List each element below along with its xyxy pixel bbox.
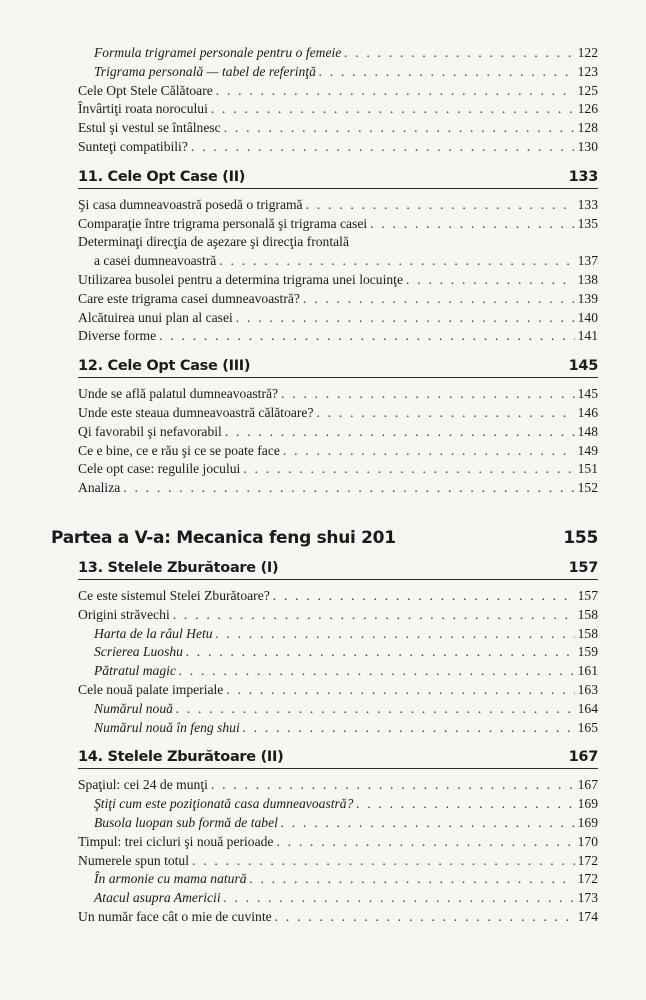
toc-entry: [78, 82, 598, 101]
entry-title: Ce e bine, ce e rău şi ce se poate face: [78, 442, 280, 458]
chapter-page: 157: [568, 559, 598, 576]
chapter-page: 133: [568, 168, 598, 185]
toc-entry: [78, 643, 598, 662]
entry-title: Determinaţi direcţia de aşezare şi direcţia frontală: [78, 234, 349, 250]
part-title: Partea a V-a: Mecanica feng shui 201: [51, 527, 396, 548]
leader-dots: [275, 908, 575, 927]
leader-dots: [273, 587, 575, 606]
toc-entry: [78, 423, 598, 442]
entry-page: 145: [577, 386, 598, 402]
table-of-contents: [51, 44, 598, 927]
toc-entry: [78, 44, 598, 63]
toc-section: [78, 169, 598, 346]
entry-title: Cele nouă palate imperiale: [78, 681, 224, 697]
entry-page: 148: [577, 423, 598, 439]
entry-title: Timpul: trei cicluri şi nouă perioade: [78, 833, 274, 849]
entry-title: Învârtiţi roata norocului: [78, 101, 208, 117]
entry-page: 158: [577, 625, 598, 641]
leader-dots: [186, 643, 575, 662]
entry-page: 165: [577, 719, 598, 735]
toc-entry: [78, 681, 598, 700]
entry-title: Formula trigramei personale pentru o femeie: [94, 45, 342, 60]
chapter-title: 13. Stelele Zburătoare (I): [78, 559, 279, 576]
entry-title: Şi casa dumneavoastră posedă o trigramă: [78, 196, 303, 212]
entry-title: Origini străvechi: [78, 606, 170, 622]
toc-entry: [78, 814, 598, 833]
entry-page: 149: [577, 442, 598, 458]
entry-title: Ce este sistemul Stelei Zburătoare?: [78, 587, 270, 603]
chapter-title: 12. Cele Opt Case (III): [78, 358, 251, 375]
leader-dots: [211, 776, 575, 795]
entry-title: Numerele spun totul: [78, 852, 189, 868]
entry-page: 137: [577, 253, 598, 269]
toc-entry: [78, 404, 598, 423]
part-page: 155: [563, 527, 598, 548]
entry-title: Cele Opt Stele Călătoare: [78, 82, 213, 98]
toc-entry: [78, 719, 598, 738]
toc-entry: [78, 385, 598, 404]
entry-title: Harta de la râul Hetu: [94, 625, 213, 641]
leader-dots: [216, 625, 575, 644]
toc-entry: [78, 290, 598, 309]
leader-dots: [191, 138, 575, 157]
leader-dots: [356, 795, 574, 814]
entry-title: Trigrama personală — tabel de referinţă: [94, 63, 316, 79]
toc-entry: [78, 852, 598, 871]
leader-dots: [192, 852, 575, 871]
entry-title: a casei dumneavoastră: [94, 253, 217, 269]
leader-dots: [319, 63, 575, 82]
leader-dots: [176, 700, 575, 719]
entry-title: Atacul asupra Americii: [94, 890, 221, 906]
entry-title: Pătratul magic: [94, 663, 176, 679]
entry-title: Sunteţi compatibili?: [78, 138, 188, 154]
toc-entry: [78, 833, 598, 852]
chapter-heading: [78, 169, 598, 189]
entry-title: Unde se află palatul dumneavoastră?: [78, 386, 279, 402]
chapter-heading: [78, 358, 598, 378]
toc-section: [78, 749, 598, 926]
entry-title: Diverse forme: [78, 328, 157, 344]
leader-dots: [406, 271, 575, 290]
chapter-heading: [78, 749, 598, 769]
entry-page: 159: [577, 644, 598, 660]
entry-page: 174: [577, 908, 598, 924]
part-heading: [51, 528, 598, 548]
entry-title: Cele opt case: regulile jocului: [78, 461, 241, 477]
leader-dots: [226, 681, 574, 700]
entry-page: 135: [577, 215, 598, 231]
leader-dots: [250, 870, 575, 889]
toc-entry: [78, 606, 598, 625]
entry-title: Spaţiul: cei 24 de munţi: [78, 777, 208, 793]
entry-title: Busola luopan sub formă de tabel: [94, 814, 278, 830]
toc-entry: [78, 233, 598, 252]
toc-entry: [78, 662, 598, 681]
entry-title: Analiza: [78, 480, 121, 496]
entry-title: Numărul nouă: [94, 700, 173, 716]
entry-page: 139: [577, 290, 598, 306]
leader-dots: [225, 423, 575, 442]
leader-dots: [303, 290, 575, 309]
entry-page: 140: [577, 309, 598, 325]
leader-dots: [344, 44, 574, 63]
toc-entry: [78, 479, 598, 498]
leader-dots: [370, 215, 574, 234]
entry-page: 173: [577, 890, 598, 906]
entry-title: Qi favorabil şi nefavorabil: [78, 423, 222, 439]
toc-entry: [78, 795, 598, 814]
leader-dots: [224, 119, 575, 138]
entry-page: 138: [577, 271, 598, 287]
entry-page: 133: [577, 196, 598, 212]
chapter-page: 145: [568, 358, 598, 375]
entry-title: Unde este steaua dumneavoastră călătoare?: [78, 404, 314, 420]
toc-entry: [78, 271, 598, 290]
entry-title: Un număr face cât o mie de cuvinte: [78, 908, 272, 924]
entry-page: 123: [577, 63, 598, 79]
entry-title: Alcătuirea unui plan al casei: [78, 309, 233, 325]
entry-page: 157: [577, 587, 598, 603]
entry-page: 170: [577, 833, 598, 849]
toc-entry: [78, 327, 598, 346]
toc-section: [78, 44, 598, 157]
leader-dots: [306, 196, 575, 215]
leader-dots: [211, 100, 575, 119]
entry-page: 161: [577, 663, 598, 679]
entry-page: 158: [577, 606, 598, 622]
leader-dots: [216, 82, 575, 101]
entry-page: 122: [577, 45, 598, 60]
toc-entry: [78, 63, 598, 82]
leader-dots: [236, 309, 575, 328]
entry-page: 167: [577, 777, 598, 793]
leader-dots: [283, 442, 575, 461]
toc-entry: [78, 460, 598, 479]
leader-dots: [243, 719, 575, 738]
leader-dots: [173, 606, 575, 625]
toc-entry: [78, 138, 598, 157]
toc-entry: [78, 309, 598, 328]
entry-page: 130: [577, 138, 598, 154]
entry-page: 169: [577, 814, 598, 830]
leader-dots: [281, 385, 575, 404]
toc-entry: [78, 908, 598, 927]
toc-entry: [78, 100, 598, 119]
entry-page: 172: [577, 852, 598, 868]
toc-section: [51, 527, 598, 737]
entry-title: Utilizarea busolei pentru a determina trigrama unei locuinţe: [78, 271, 403, 287]
toc-entry: [78, 252, 598, 271]
leader-dots: [317, 404, 575, 423]
toc-entry: [78, 700, 598, 719]
toc-entry: [78, 196, 598, 215]
chapter-heading: [78, 560, 598, 580]
entry-page: 169: [577, 796, 598, 812]
leader-dots: [219, 252, 574, 271]
entry-page: 128: [577, 120, 598, 136]
leader-dots: [123, 479, 574, 498]
leader-dots: [243, 460, 574, 479]
chapter-title: 11. Cele Opt Case (II): [78, 168, 246, 185]
entry-page: 125: [577, 82, 598, 98]
entry-title: Numărul nouă în feng shui: [94, 719, 240, 735]
entry-page: 141: [577, 328, 598, 344]
toc-entry: [78, 625, 598, 644]
entry-title: Estul şi vestul se întâlnesc: [78, 120, 221, 136]
toc-entry: [78, 870, 598, 889]
toc-entry: [78, 119, 598, 138]
entry-page: 151: [577, 461, 598, 477]
toc-entry: [78, 442, 598, 461]
toc-entry: [78, 215, 598, 234]
entry-page: 152: [577, 480, 598, 496]
entry-page: 163: [577, 681, 598, 697]
entry-title: Comparaţie între trigrama personală şi trigrama casei: [78, 215, 368, 231]
leader-dots: [281, 814, 575, 833]
leader-dots: [159, 327, 574, 346]
toc-entry: [78, 889, 598, 908]
toc-section: [78, 358, 598, 498]
entry-page: 126: [577, 101, 598, 117]
toc-entry: [78, 776, 598, 795]
entry-title: Care este trigrama casei dumneavoastră?: [78, 290, 300, 306]
leader-dots: [276, 833, 574, 852]
toc-entry: [78, 587, 598, 606]
chapter-page: 167: [568, 749, 598, 766]
entry-page: 164: [577, 700, 598, 716]
leader-dots: [224, 889, 575, 908]
entry-title: În armonie cu mama natură: [94, 871, 247, 887]
entry-title: Ştiţi cum este poziţionată casa dumneavoastră?: [94, 796, 354, 812]
leader-dots: [179, 662, 575, 681]
chapter-title: 14. Stelele Zburătoare (II): [78, 749, 284, 766]
entry-title: Scrierea Luoshu: [94, 644, 183, 660]
entry-page: 146: [577, 404, 598, 420]
entry-page: 172: [577, 871, 598, 887]
